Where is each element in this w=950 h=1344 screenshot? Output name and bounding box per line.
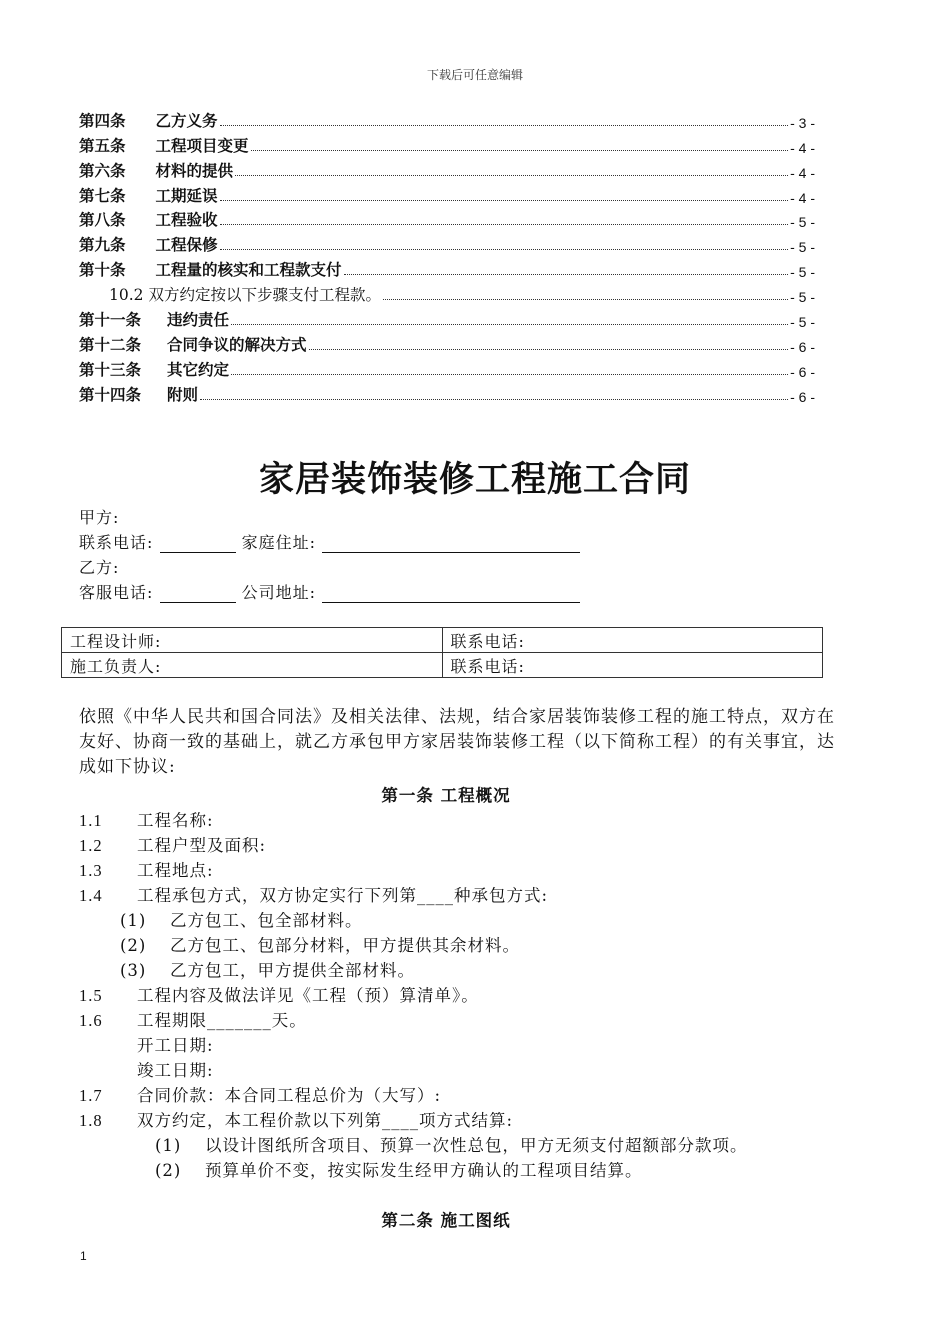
toc-entry[interactable] (79, 131, 815, 156)
party-a-address-label: 家庭住址: (241, 533, 316, 552)
toc-entry-title: 乙方义务 (155, 110, 218, 130)
toc-entry-title: 其它约定 (167, 359, 230, 379)
clause-1-3 (79, 857, 214, 881)
option-number: (2) (155, 1161, 182, 1180)
clause-number: 1.5 (79, 986, 103, 1005)
option-text: 乙方包工，甲方提供全部材料。 (170, 961, 415, 980)
option-text: 以设计图纸所含项目、预算一次性总包，甲方无须支付超额部分款项。 (205, 1136, 748, 1155)
start-date-line: 开工日期: (137, 1036, 214, 1055)
clause-1-6 (79, 1007, 307, 1031)
toc-entry[interactable] (79, 355, 815, 380)
toc-entry-number: 第八条 (79, 210, 126, 230)
toc-entry-page: - 3 - (790, 114, 815, 131)
clause-number: 1.4 (79, 886, 103, 905)
toc-entry-page: - 6 - (790, 338, 815, 355)
toc-entry[interactable] (79, 255, 815, 280)
clause-text: 双方约定，本工程价款以下列第____项方式结算: (137, 1111, 514, 1130)
designer-phone-cell[interactable]: 联系电话: (442, 628, 823, 653)
option-text: 乙方包工、包部分材料，甲方提供其余材料。 (170, 936, 520, 955)
toc-entry-number: 第十三条 (79, 359, 142, 379)
option-number: (1) (120, 911, 147, 930)
clause-text: 工程承包方式，双方协定实行下列第____种承包方式: (137, 886, 549, 905)
toc-entry-number: 第十二条 (79, 334, 142, 354)
clause-1-1 (79, 807, 214, 831)
clause-text: 工程期限_______天。 (137, 1011, 307, 1030)
party-b-phone-label: 客服电话: (79, 583, 154, 602)
toc-entry-page: - 6 - (790, 363, 815, 380)
toc-entry[interactable] (79, 206, 815, 231)
toc-entry[interactable] (79, 181, 815, 206)
clause-text: 工程内容及做法详见《工程（预）算清单》。 (137, 986, 479, 1005)
article-1-heading: 第一条 工程概况 (381, 786, 511, 805)
toc-entry-page: - 5 - (790, 264, 815, 281)
toc-entry-number: 第七条 (79, 185, 126, 205)
toc-entry-title: 工程项目变更 (155, 135, 249, 155)
toc-entry[interactable] (79, 330, 815, 355)
toc-leader-dots (220, 125, 789, 126)
party-b-phone-field[interactable] (160, 586, 236, 603)
toc-leader-dots (200, 399, 788, 400)
toc-leader-dots (251, 150, 789, 151)
intro-paragraph: 依照《中华人民共和国合同法》及相关法律、法规，结合家居装饰装修工程的施工特点，双方在友好、协商一致的基础上，就乙方承包甲方家居装饰装修工程（以下简称工程）的有关事宜，达成如下协议: (79, 707, 835, 777)
clause-text: 工程地点: (137, 861, 214, 880)
contacts-table (61, 627, 823, 678)
option-number: (1) (155, 1136, 182, 1155)
clause-1-4 (79, 882, 548, 906)
page-header: 下载后可任意编辑 (426, 68, 523, 82)
party-a-label: 甲方: (79, 508, 120, 527)
clause-1-8-option-2 (155, 1157, 643, 1181)
table-row (62, 653, 823, 678)
toc-leader-dots (383, 299, 788, 300)
party-a-phone-label: 联系电话: (79, 533, 154, 552)
clause-text: 合同价款：本合同工程总价为（大写）: (137, 1086, 442, 1105)
option-text: 乙方包工、包全部材料。 (170, 911, 363, 930)
option-number: (2) (120, 936, 147, 955)
clause-number: 1.6 (79, 1011, 103, 1030)
toc-entry-title: 合同争议的解决方式 (167, 334, 307, 354)
party-b-label: 乙方: (79, 558, 120, 577)
toc-entry-number: 第五条 (79, 135, 126, 155)
toc-entry-number: 第十四条 (79, 384, 142, 404)
toc-leader-dots (344, 274, 789, 275)
clause-number: 1.7 (79, 1086, 103, 1105)
toc-entry-title: 工程量的核实和工程款支付 (155, 260, 342, 280)
party-a-address-field[interactable] (322, 536, 580, 553)
party-b-address-field[interactable] (322, 586, 580, 603)
toc-entry-page: - 4 - (790, 189, 815, 206)
toc-entry-title: 附则 (167, 384, 199, 404)
clause-1-4-option-1 (120, 907, 363, 931)
page-number: 1 (80, 1249, 87, 1263)
clause-number: 1.1 (79, 811, 103, 830)
toc-entry[interactable] (79, 156, 815, 181)
toc-leader-dots (220, 200, 789, 201)
party-b-address-label: 公司地址: (241, 583, 316, 602)
clause-number: 1.2 (79, 836, 103, 855)
toc-subentry[interactable] (79, 280, 815, 305)
toc-entry-number: 第九条 (79, 235, 126, 255)
article-2-heading: 第二条 施工图纸 (381, 1211, 511, 1230)
clause-number: 1.3 (79, 861, 103, 880)
toc-entry[interactable] (79, 106, 815, 131)
manager-cell[interactable]: 施工负责人: (62, 653, 443, 678)
toc-entry-page: - 5 - (790, 289, 815, 306)
manager-phone-cell[interactable]: 联系电话: (442, 653, 823, 678)
option-number: (3) (120, 961, 147, 980)
table-of-contents (79, 106, 815, 405)
toc-entry-number: 第十一条 (79, 310, 142, 330)
toc-entry-page: - 5 - (790, 214, 815, 231)
clause-text: 工程名称: (137, 811, 214, 830)
toc-entry[interactable] (79, 380, 815, 405)
toc-entry-page: - 5 - (790, 239, 815, 256)
toc-entry[interactable] (79, 230, 815, 255)
toc-leader-dots (220, 249, 789, 250)
designer-cell[interactable]: 工程设计师: (62, 628, 443, 653)
option-text: 预算单价不变，按实际发生经甲方确认的工程项目结算。 (205, 1161, 643, 1180)
toc-entry[interactable] (79, 305, 815, 330)
party-a-phone-field[interactable] (160, 536, 236, 553)
clause-1-2 (79, 832, 266, 856)
clause-1-5 (79, 982, 479, 1006)
toc-entry-page: - 6 - (790, 388, 815, 405)
toc-entry-page: - 5 - (790, 314, 815, 331)
toc-leader-dots (309, 349, 789, 350)
toc-leader-dots (220, 224, 789, 225)
end-date-line: 竣工日期: (137, 1061, 214, 1080)
toc-entry-title: 10.2 双方约定按以下步骤支付工程款。 (109, 286, 381, 305)
toc-leader-dots (235, 175, 788, 176)
toc-entry-title: 违约责任 (167, 310, 230, 330)
toc-entry-number: 第六条 (79, 160, 126, 180)
clause-1-4-option-3 (120, 957, 415, 981)
clause-1-8-option-1 (155, 1132, 748, 1156)
toc-entry-page: - 4 - (790, 139, 815, 156)
toc-entry-number: 第十条 (79, 260, 126, 280)
party-b-contact-line (79, 580, 580, 603)
document-title: 家居装饰装修工程施工合同 (258, 459, 691, 500)
clause-number: 1.8 (79, 1111, 103, 1130)
toc-entry-title: 工程验收 (155, 210, 218, 230)
toc-entry-title: 工期延误 (155, 185, 218, 205)
clause-text: 工程户型及面积: (137, 836, 267, 855)
toc-entry-title: 材料的提供 (155, 160, 234, 180)
toc-entry-number: 第四条 (79, 110, 126, 130)
table-row (62, 628, 823, 653)
clause-1-8 (79, 1107, 513, 1131)
toc-leader-dots (231, 324, 788, 325)
toc-leader-dots (231, 374, 788, 375)
toc-entry-page: - 4 - (790, 164, 815, 181)
clause-1-4-option-2 (120, 932, 520, 956)
toc-entry-title: 工程保修 (155, 235, 218, 255)
clause-1-7 (79, 1082, 441, 1106)
party-a-contact-line (79, 530, 580, 553)
